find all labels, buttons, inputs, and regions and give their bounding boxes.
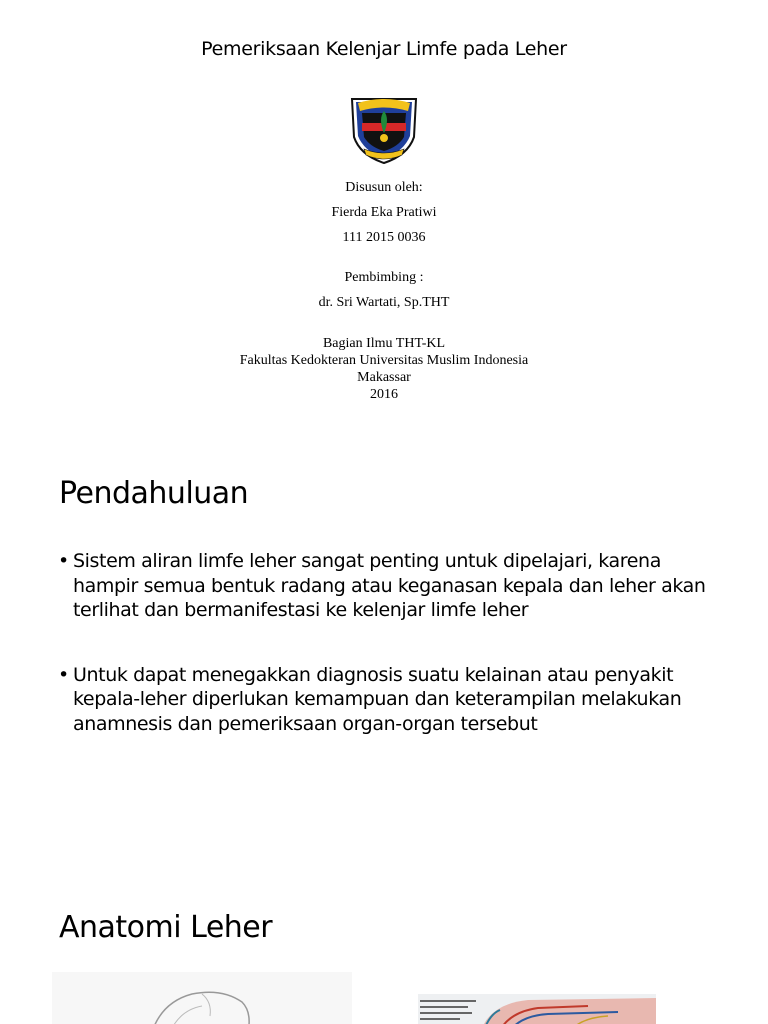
faculty: Fakultas Kedokteran Universitas Muslim Indonesia (239, 353, 529, 368)
city: Makassar (357, 370, 411, 385)
neck-sketch-illustration (52, 972, 352, 1024)
neck-anatomy-diagram (418, 994, 656, 1024)
bullet-icon: • (58, 663, 69, 686)
advisor-name: dr. Sri Wartati, Sp.THT (318, 295, 450, 310)
presentation-title: Pemeriksaan Kelenjar Limfe pada Leher (201, 38, 567, 60)
slide-heading: Pendahuluan (59, 476, 249, 511)
author-name: Fierda Eka Pratiwi (331, 205, 437, 220)
bullet-text: Sistem aliran limfe leher sangat penting untuk dipelajari, karena hampir semua bentuk radang atau keganasan kepala dan leher akan terlihat dan bermanifestasi ke kelenjar limfe leher (73, 550, 706, 621)
department: Bagian Ilmu THT-KL (322, 336, 446, 351)
year: 2016 (370, 387, 398, 402)
advisor-label: Pembimbing : (344, 270, 424, 285)
introduction-slide (0, 440, 768, 880)
title-slide (0, 0, 768, 440)
anatomy-slide (0, 880, 768, 1024)
slide-heading: Anatomi Leher (59, 910, 273, 945)
bullet-text: Untuk dapat menegakkan diagnosis suatu kelainan atau penyakit kepala-leher diperlukan kemampuan dan keterampilan melakukan anamnesis dan pemeriksaan organ-organ tersebut (73, 663, 682, 735)
bullet-item (58, 549, 718, 623)
student-id: 111 2015 0036 (342, 230, 426, 245)
compiled-by-label: Disusun oleh: (345, 180, 423, 195)
bullet-icon: • (58, 550, 69, 572)
bullet-list (58, 549, 718, 776)
university-crest-icon (348, 93, 420, 165)
bullet-item (58, 663, 718, 737)
